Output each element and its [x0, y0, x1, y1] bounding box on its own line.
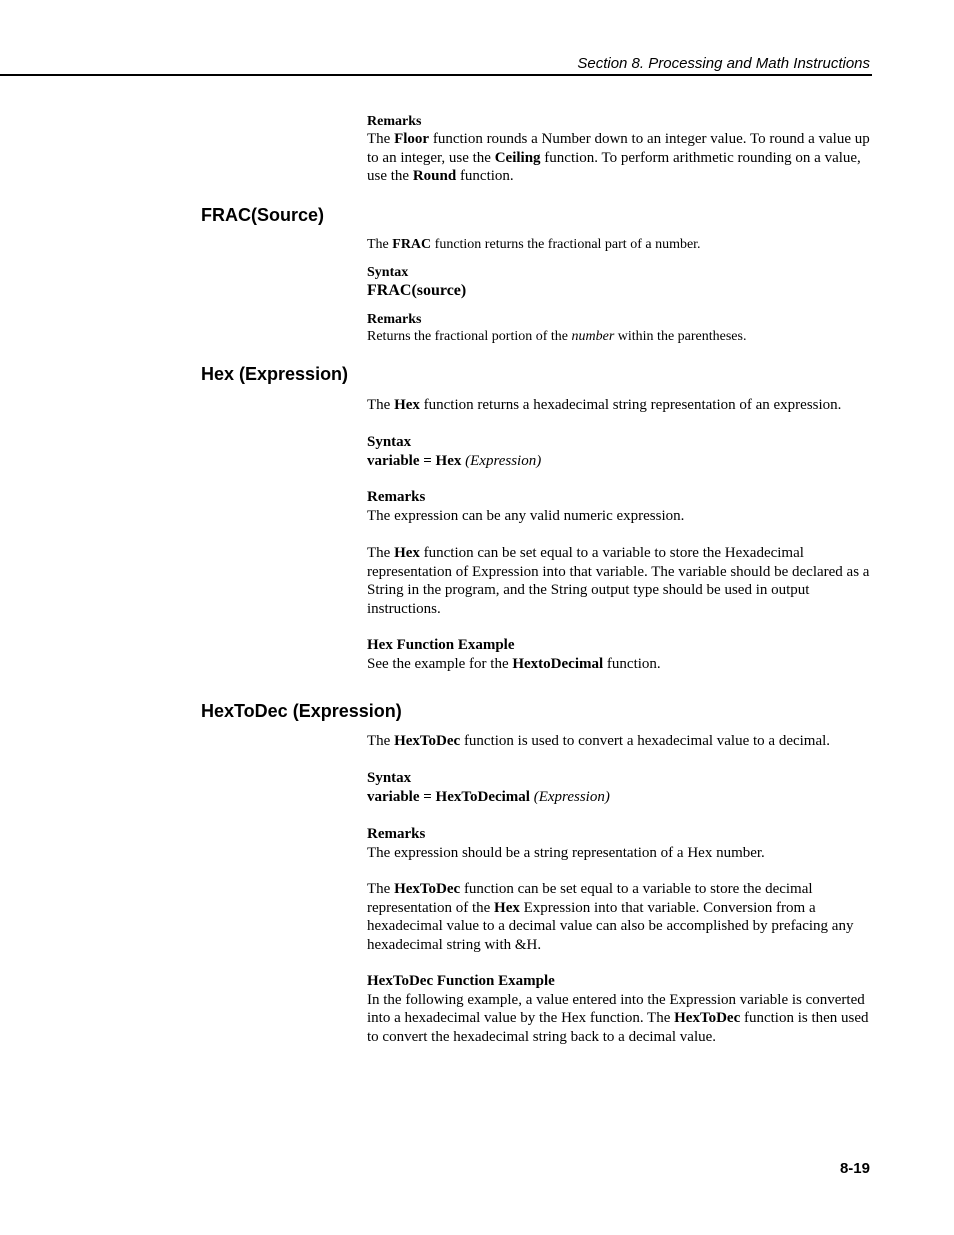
floor-remarks-label: Remarks — [367, 114, 422, 129]
hex-example-label: Hex Function Example — [367, 637, 515, 653]
hextodec-example-text: In the following example, a value entered into the Expression variable is converted into a hexadecimal value by the Hex function. The HexToDec function is then used to convert the hexadecimal string back to a decimal value. — [367, 991, 869, 1045]
hex-example — [367, 636, 872, 673]
hextodec-heading: HexToDec (Expression) — [201, 701, 402, 721]
frac-remarks: Returns the fractional portion of the number within the parentheses. — [367, 329, 747, 344]
hex-syntax — [367, 433, 872, 470]
header-rule — [0, 74, 872, 76]
floor-remarks-text: The Floor function rounds a Number down to an integer value. To round a value up to an integer, use the Ceiling function. To perform arithmetic rounding on a value, use the Round function. — [367, 131, 870, 185]
hextodec-paragraph: The HexToDec function can be set equal to a variable to store the decimal representation of the Hex Expression into that variable. Conversion from a hexadecimal value to a decimal value can also be accomplished by prefacing any hexadecimal string with &H. — [367, 881, 854, 953]
hex-heading: Hex (Expression) — [201, 364, 349, 384]
hextodec-example — [367, 972, 872, 1046]
hextodec-syntax — [367, 769, 872, 806]
hex-remarks — [367, 488, 872, 525]
hextodec-remarks — [367, 825, 872, 862]
hex-remarks-text: The expression can be any valid numeric expression. — [367, 507, 685, 524]
frac-remarks-label: Remarks — [367, 312, 422, 327]
hex-remarks-label: Remarks — [367, 489, 426, 505]
hex-example-text: See the example for the HextoDecimal function. — [367, 655, 661, 672]
page-number: 8-19 — [839, 1160, 870, 1177]
hextodec-remarks-label: Remarks — [367, 826, 426, 842]
floor-remarks — [367, 113, 872, 186]
running-header: Section 8. Processing and Math Instructions — [577, 55, 870, 72]
frac-heading: FRAC(Source) — [201, 205, 325, 225]
frac-intro: The FRAC function returns the fractional part of a number. — [367, 237, 701, 252]
hextodec-remarks-text: The expression should be a string representation of a Hex number. — [367, 844, 765, 861]
frac-syntax-label: Syntax — [367, 265, 409, 280]
frac-syntax: FRAC(source) — [367, 282, 467, 299]
hextodec-syntax-label: Syntax — [367, 770, 412, 786]
hex-syntax-label: Syntax — [367, 434, 412, 450]
hex-paragraph: The Hex function can be set equal to a variable to store the Hexadecimal representation of Expression into that variable. The variable should be declared as a String in the program, and the String output type should be used in output instructions. — [367, 545, 870, 617]
hextodec-syntax-line: variable = HexToDecimal (Expression) — [367, 788, 610, 805]
hex-syntax-line: variable = Hex (Expression) — [367, 452, 542, 469]
hextodec-example-label: HexToDec Function Example — [367, 973, 555, 989]
hex-intro: The Hex function returns a hexadecimal string representation of an expression. — [367, 397, 842, 413]
hextodec-intro: The HexToDec function is used to convert a hexadecimal value to a decimal. — [367, 733, 831, 749]
